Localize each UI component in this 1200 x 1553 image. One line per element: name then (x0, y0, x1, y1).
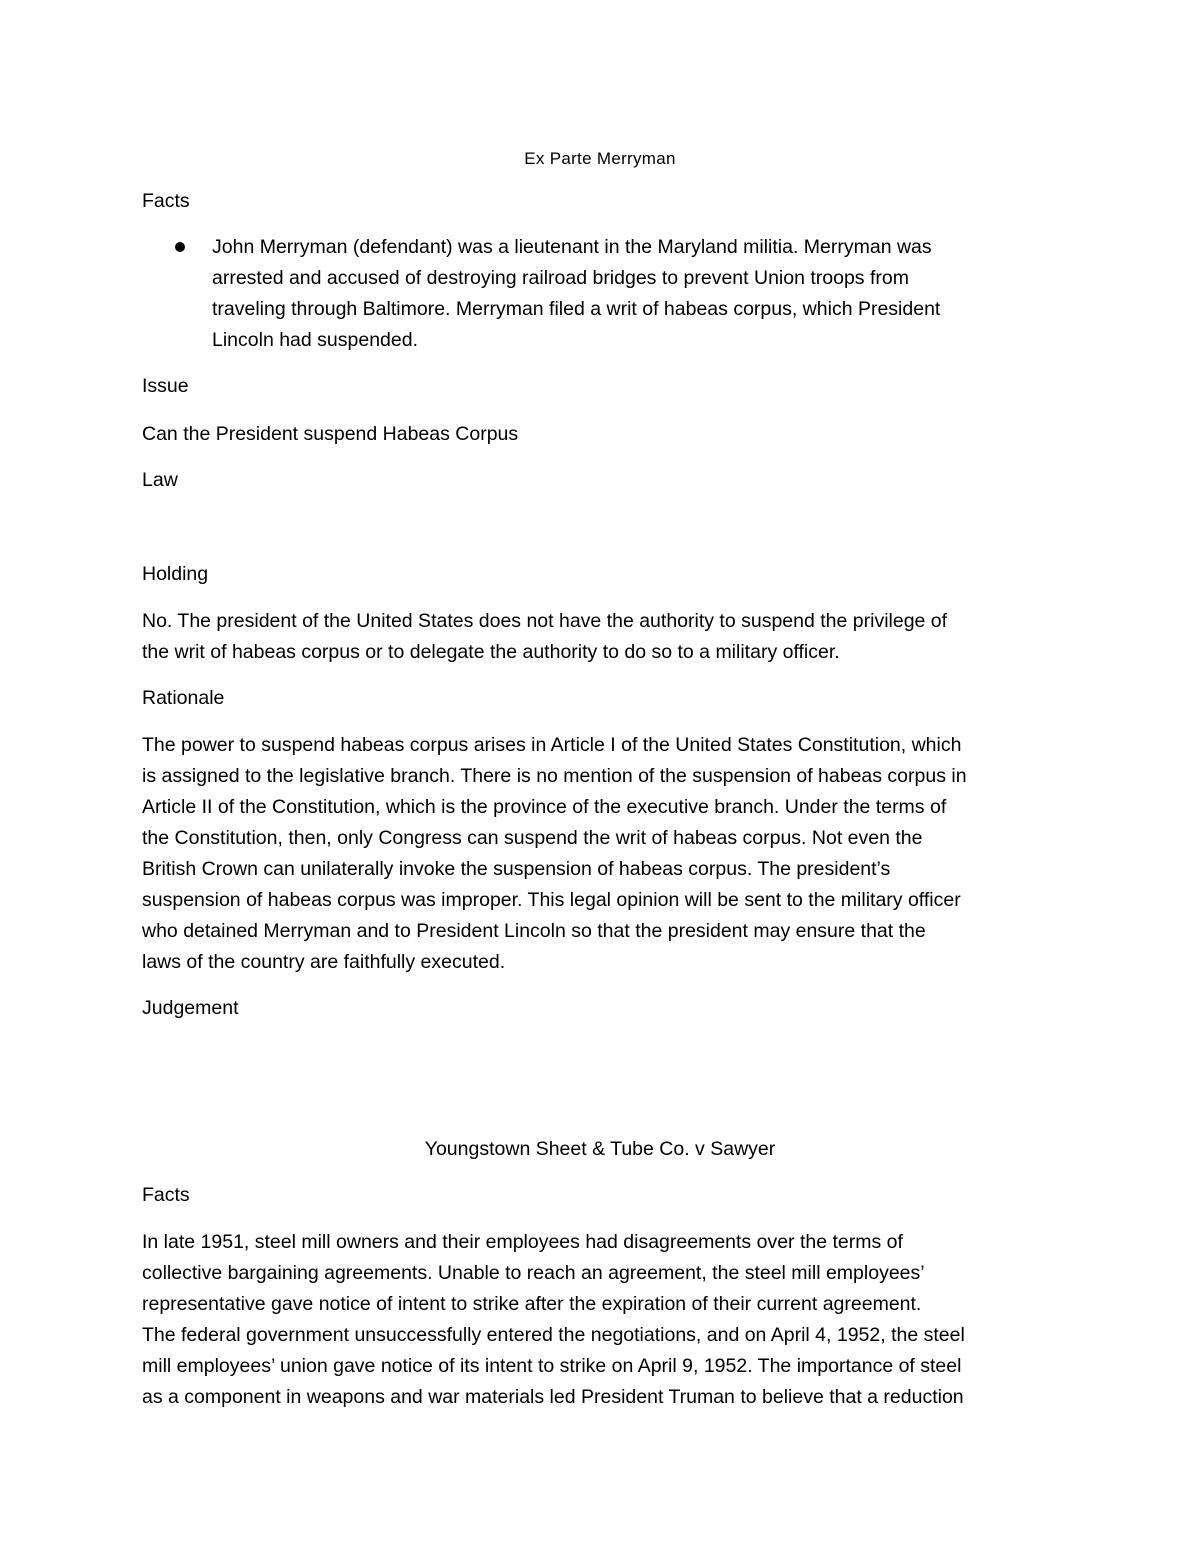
case1-rationale-line: laws of the country are faithfully executed. (142, 951, 506, 973)
case2-facts-line: mill employees’ union gave notice of its intent to strike on April 9, 1952. The importance of steel (142, 1355, 962, 1377)
case1-rationale-line: The power to suspend habeas corpus arises in Article I of the United States Constitution, which (142, 734, 962, 756)
case2-facts-line: representative gave notice of intent to strike after the expiration of their current agreement. (142, 1293, 922, 1315)
case1-rationale-line: Article II of the Constitution, which is the province of the executive branch. Under the terms of (142, 796, 947, 818)
case1-rationale-line: suspension of habeas corpus was improper. This legal opinion will be sent to the military officer (142, 889, 961, 911)
case1-facts-line: John Merryman (defendant) was a lieutenant in the Maryland militia. Merryman was (212, 236, 932, 258)
case1-facts-line: traveling through Baltimore. Merryman filed a writ of habeas corpus, which President (212, 298, 941, 320)
case1-issue-heading: Issue (142, 375, 189, 397)
case1-facts-line: Lincoln had suspended. (212, 329, 418, 351)
case1-rationale-heading: Rationale (142, 687, 225, 709)
case1-holding-line: the writ of habeas corpus or to delegate the authority to do so to a military officer. (142, 641, 840, 663)
case1-rationale-line: British Crown can unilaterally invoke the suspension of habeas corpus. The president’s (142, 858, 891, 880)
case1-rationale-line: is assigned to the legislative branch. There is no mention of the suspension of habeas corpus in (142, 765, 967, 787)
case1-holding-heading: Holding (142, 563, 209, 585)
case2-facts-line: The federal government unsuccessfully entered the negotiations, and on April 4, 1952, the steel (142, 1324, 965, 1346)
case2-facts-line: as a component in weapons and war materials led President Truman to believe that a reduction (142, 1386, 964, 1408)
case2-title: Youngstown Sheet & Tube Co. v Sawyer (424, 1138, 776, 1160)
case1-issue-text: Can the President suspend Habeas Corpus (142, 423, 519, 445)
case2-facts-heading: Facts (142, 1184, 190, 1206)
case1-facts-heading: Facts (142, 190, 190, 212)
case1-judgement-heading: Judgement (142, 997, 239, 1019)
case1-rationale-line: who detained Merryman and to President Lincoln so that the president may ensure that the (142, 920, 926, 942)
bullet-icon (175, 242, 185, 252)
case1-law-heading: Law (142, 469, 178, 491)
case1-holding-line: No. The president of the United States does not have the authority to suspend the privilege of (142, 610, 948, 632)
case2-facts-line: In late 1951, steel mill owners and their employees had disagreements over the terms of (142, 1231, 903, 1253)
case2-facts-line: collective bargaining agreements. Unable to reach an agreement, the steel mill employees’ (142, 1262, 925, 1284)
case1-title: Ex Parte Merryman (524, 149, 676, 168)
case1-rationale-line: the Constitution, then, only Congress can suspend the writ of habeas corpus. Not even the (142, 827, 923, 849)
case1-facts-line: arrested and accused of destroying railroad bridges to prevent Union troops from (212, 267, 909, 289)
